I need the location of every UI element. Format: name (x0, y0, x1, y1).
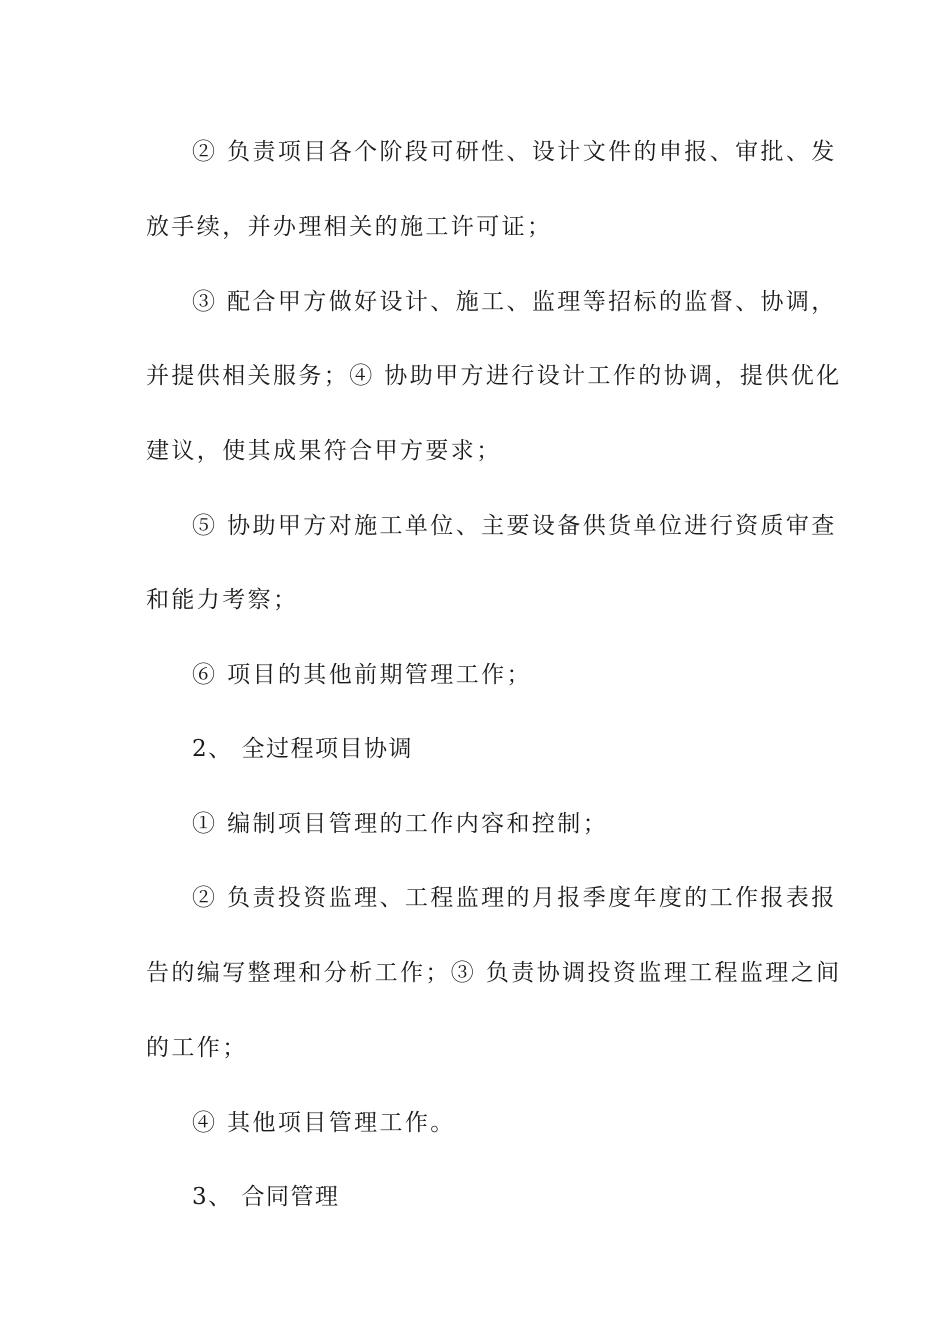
section-heading: 3、 合同管理 (192, 1184, 340, 1210)
paragraph-line: ④ 其他项目管理工作。 (192, 1110, 456, 1136)
paragraph-line: ⑥ 项目的其他前期管理工作； (192, 662, 532, 688)
paragraph-line: ③ 配合甲方做好设计、施工、监理等招标的监督、协调， (192, 289, 837, 315)
paragraph-line: ⑤ 协助甲方对施工单位、主要设备供货单位进行资质审查 (192, 513, 837, 539)
paragraph-line: ② 负责投资监理、工程监理的月报季度年度的工作报表报 (192, 885, 837, 911)
section-heading: 2、 全过程项目协调 (192, 736, 413, 762)
paragraph-line: 和能力考察； (146, 587, 299, 613)
paragraph-line: 放手续，并办理相关的施工许可证； (146, 214, 553, 240)
paragraph-line: ② 负责项目各个阶段可研性、设计文件的申报、审批、发 (192, 139, 837, 165)
paragraph-line: 的工作； (146, 1035, 248, 1061)
paragraph-line: ① 编制项目管理的工作内容和控制； (192, 811, 609, 837)
paragraph-line: 并提供相关服务；④ 协助甲方进行设计工作的协调，提供优化 (146, 363, 842, 389)
paragraph-line: 告的编写整理和分析工作；③ 负责协调投资监理工程监理之间 (146, 960, 842, 986)
paragraph-line: 建议，使其成果符合甲方要求； (146, 438, 502, 464)
